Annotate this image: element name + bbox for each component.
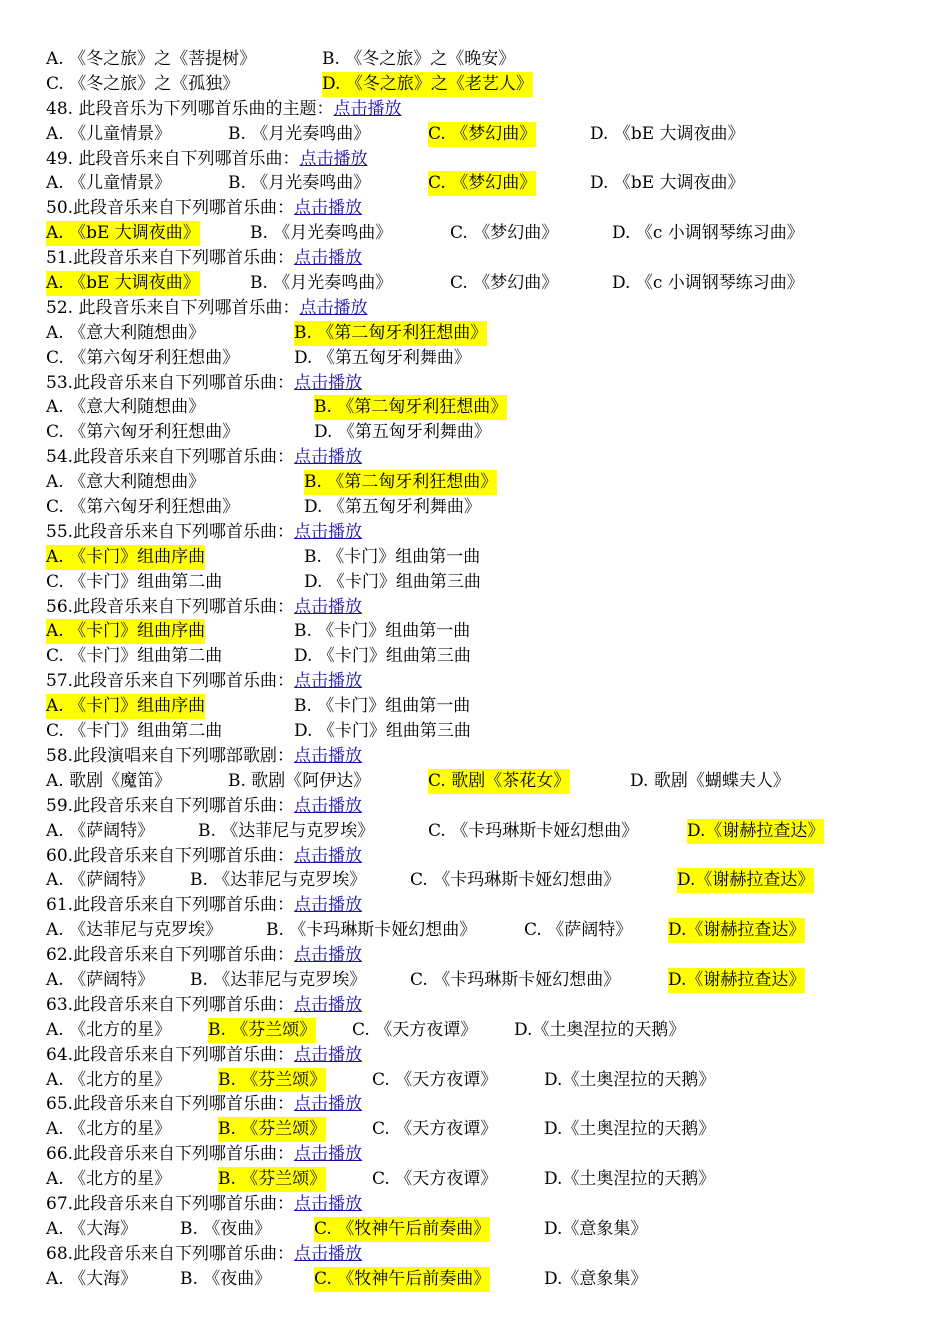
answer-option: C. 《第六匈牙利狂想曲》 <box>46 497 240 518</box>
question-stem: 59.此段音乐来自下列哪首乐曲： <box>46 795 295 816</box>
options-line <box>0 122 950 147</box>
answer-option: D.《土奥涅拉的天鹅》 <box>544 1169 716 1190</box>
question-stem: 55.此段音乐来自下列哪首乐曲： <box>46 521 295 542</box>
answer-option: A. 《北方的星》 <box>46 1069 172 1090</box>
question-line <box>0 844 950 869</box>
options-line <box>0 171 950 196</box>
play-audio-link[interactable]: 点击播放 <box>294 1044 363 1065</box>
answer-option-highlighted: D.《谢赫拉查达》 <box>668 918 805 943</box>
question-text <box>46 147 367 172</box>
question-line <box>0 1043 950 1068</box>
answer-option: D.《土奥涅拉的天鹅》 <box>514 1019 686 1040</box>
question-line <box>0 794 950 819</box>
answer-option: C. 《冬之旅》之《孤独》 <box>46 73 240 94</box>
answer-option: A. 《意大利随想曲》 <box>46 397 206 418</box>
answer-option-highlighted: D.《谢赫拉查达》 <box>687 819 824 844</box>
answer-option: C. 《卡门》组曲第二曲 <box>46 721 223 742</box>
question-line <box>0 147 950 172</box>
answer-option: C. 《天方夜谭》 <box>372 1169 498 1190</box>
question-line <box>0 1242 950 1267</box>
answer-option: A. 《大海》 <box>46 1268 138 1289</box>
options-line <box>0 868 950 893</box>
play-audio-link[interactable]: 点击播放 <box>294 1243 363 1264</box>
question-stem: 62.此段音乐来自下列哪首乐曲： <box>46 945 295 966</box>
play-audio-link[interactable]: 点击播放 <box>294 521 363 542</box>
answer-option: C. 《天方夜谭》 <box>372 1069 498 1090</box>
answer-option-highlighted: A. 《bE 大调夜曲》 <box>46 221 200 246</box>
answer-option-highlighted: C. 《牧神午后前奏曲》 <box>314 1217 490 1242</box>
options-line <box>0 321 950 346</box>
answer-option: C. 《第六匈牙利狂想曲》 <box>46 347 240 368</box>
options-line <box>0 545 950 570</box>
play-audio-link[interactable]: 点击播放 <box>299 148 368 169</box>
question-text <box>46 246 362 271</box>
answer-option-highlighted: C. 歌剧《茶花女》 <box>428 769 570 794</box>
answer-option: C. 《天方夜谭》 <box>352 1019 478 1040</box>
options-line <box>0 1018 950 1043</box>
question-line <box>0 1142 950 1167</box>
play-audio-link[interactable]: 点击播放 <box>294 248 363 269</box>
answer-option: B. 《达菲尼与克罗埃》 <box>190 969 367 990</box>
answer-option: A. 《北方的星》 <box>46 1119 172 1140</box>
options-line <box>0 1267 950 1292</box>
question-line <box>0 1192 950 1217</box>
answer-option: B. 《达菲尼与克罗埃》 <box>198 820 375 841</box>
question-text <box>46 1192 362 1217</box>
answer-option: B. 《夜曲》 <box>180 1268 272 1289</box>
question-stem: 61.此段音乐来自下列哪首乐曲： <box>46 895 295 916</box>
options-line <box>0 1167 950 1192</box>
answer-option: B. 《月光奏鸣曲》 <box>250 223 393 244</box>
question-line <box>0 196 950 221</box>
play-audio-link[interactable]: 点击播放 <box>294 1094 363 1115</box>
answer-option-highlighted: B. 《芬兰颂》 <box>218 1068 326 1093</box>
options-line <box>0 644 950 669</box>
play-audio-link[interactable]: 点击播放 <box>294 671 363 692</box>
question-text <box>46 794 362 819</box>
answer-option: C. 《梦幻曲》 <box>450 273 559 294</box>
options-line <box>0 47 950 72</box>
options-line <box>0 271 950 296</box>
question-line <box>0 371 950 396</box>
question-stem: 51.此段音乐来自下列哪首乐曲： <box>46 248 295 269</box>
question-text <box>46 296 367 321</box>
answer-option: C. 《卡门》组曲第二曲 <box>46 646 223 667</box>
answer-option: D. 《卡门》组曲第三曲 <box>304 571 481 592</box>
question-text <box>46 744 362 769</box>
options-line <box>0 221 950 246</box>
question-stem: 56.此段音乐来自下列哪首乐曲： <box>46 596 295 617</box>
answer-option: B. 《卡门》组曲第一曲 <box>304 546 481 567</box>
answer-option: D. 《c 小调钢琴练习曲》 <box>612 273 804 294</box>
answer-option: B. 歌剧《阿伊达》 <box>228 770 371 791</box>
question-line <box>0 993 950 1018</box>
question-text <box>46 1043 362 1068</box>
question-stem: 67.此段音乐来自下列哪首乐曲： <box>46 1193 295 1214</box>
answer-option: A. 《大海》 <box>46 1218 138 1239</box>
question-line <box>0 669 950 694</box>
question-stem: 66.此段音乐来自下列哪首乐曲： <box>46 1144 295 1165</box>
answer-option-highlighted: D. 《冬之旅》之《老艺人》 <box>322 72 533 97</box>
answer-option: A. 歌剧《魔笛》 <box>46 770 172 791</box>
question-line <box>0 943 950 968</box>
question-line <box>0 1092 950 1117</box>
answer-option: C. 《卡玛琳斯卡娅幻想曲》 <box>410 870 621 891</box>
answer-option: D. 《卡门》组曲第三曲 <box>294 646 471 667</box>
answer-option: D. 歌剧《蝴蝶夫人》 <box>630 770 790 791</box>
answer-option-highlighted: B. 《第二匈牙利狂想曲》 <box>294 321 487 346</box>
answer-option: D.《土奥涅拉的天鹅》 <box>544 1069 716 1090</box>
answer-option: C. 《萨阔特》 <box>524 920 633 941</box>
play-audio-link[interactable]: 点击播放 <box>294 994 363 1015</box>
answer-option-highlighted: D.《谢赫拉查达》 <box>668 968 805 993</box>
answer-option: A. 《儿童情景》 <box>46 173 172 194</box>
answer-option: C. 《天方夜谭》 <box>372 1119 498 1140</box>
question-line <box>0 595 950 620</box>
answer-option: A. 《萨阔特》 <box>46 820 155 841</box>
question-stem: 65.此段音乐来自下列哪首乐曲： <box>46 1094 295 1115</box>
answer-option: B. 《夜曲》 <box>180 1218 272 1239</box>
question-text <box>46 196 362 221</box>
question-text <box>46 520 362 545</box>
answer-option: D. 《c 小调钢琴练习曲》 <box>612 223 804 244</box>
question-line <box>0 893 950 918</box>
question-text <box>46 943 362 968</box>
question-stem: 57.此段音乐来自下列哪首乐曲： <box>46 671 295 692</box>
question-stem: 68.此段音乐来自下列哪首乐曲： <box>46 1243 295 1264</box>
options-line <box>0 694 950 719</box>
question-text <box>46 97 401 122</box>
question-text <box>46 1242 362 1267</box>
answer-option: A. 《萨阔特》 <box>46 969 155 990</box>
options-line <box>0 470 950 495</box>
options-line <box>0 819 950 844</box>
play-audio-link[interactable]: 点击播放 <box>294 447 363 468</box>
question-stem: 64.此段音乐来自下列哪首乐曲： <box>46 1044 295 1065</box>
answer-option-highlighted: B. 《第二匈牙利狂想曲》 <box>304 470 497 495</box>
answer-option-highlighted: A. 《bE 大调夜曲》 <box>46 271 200 296</box>
question-stem: 53.此段音乐来自下列哪首乐曲： <box>46 372 295 393</box>
document-page <box>0 47 950 1292</box>
question-stem: 49. 此段音乐来自下列哪首乐曲： <box>46 148 300 169</box>
play-audio-link[interactable]: 点击播放 <box>294 845 363 866</box>
question-text <box>46 669 362 694</box>
question-line <box>0 744 950 769</box>
question-text <box>46 1142 362 1167</box>
answer-option: D. 《bE 大调夜曲》 <box>590 173 745 194</box>
play-audio-link[interactable]: 点击播放 <box>333 98 402 119</box>
answer-option: B. 《月光奏鸣曲》 <box>250 273 393 294</box>
options-line <box>0 395 950 420</box>
question-stem: 54.此段音乐来自下列哪首乐曲： <box>46 447 295 468</box>
answer-option: A. 《意大利随想曲》 <box>46 472 206 493</box>
answer-option-highlighted: D.《谢赫拉查达》 <box>677 868 814 893</box>
answer-option: C. 《卡玛琳斯卡娅幻想曲》 <box>410 969 621 990</box>
answer-option-highlighted: A. 《卡门》组曲序曲 <box>46 694 205 719</box>
options-line <box>0 918 950 943</box>
answer-option: A. 《萨阔特》 <box>46 870 155 891</box>
options-line <box>0 72 950 97</box>
answer-option: B. 《月光奏鸣曲》 <box>228 123 371 144</box>
play-audio-link[interactable]: 点击播放 <box>294 895 363 916</box>
answer-option: D.《意象集》 <box>544 1218 648 1239</box>
answer-option: A. 《儿童情景》 <box>46 123 172 144</box>
play-audio-link[interactable]: 点击播放 <box>294 372 363 393</box>
question-line <box>0 296 950 321</box>
answer-option: D.《意象集》 <box>544 1268 648 1289</box>
answer-option-highlighted: B. 《芬兰颂》 <box>208 1018 316 1043</box>
play-audio-link[interactable]: 点击播放 <box>294 1144 363 1165</box>
answer-option: B. 《卡玛琳斯卡娅幻想曲》 <box>266 920 477 941</box>
answer-option: B. 《冬之旅》之《晚安》 <box>322 49 516 69</box>
question-stem: 50.此段音乐来自下列哪首乐曲： <box>46 198 295 219</box>
answer-option-highlighted: B. 《芬兰颂》 <box>218 1167 326 1192</box>
options-line <box>0 1217 950 1242</box>
question-text <box>46 993 362 1018</box>
answer-option-highlighted: C. 《牧神午后前奏曲》 <box>314 1267 490 1292</box>
options-line <box>0 619 950 644</box>
options-line <box>0 1068 950 1093</box>
answer-option: D. 《第五匈牙利舞曲》 <box>294 347 471 368</box>
answer-option: D. 《bE 大调夜曲》 <box>590 123 745 144</box>
question-line <box>0 445 950 470</box>
question-text <box>46 893 362 918</box>
question-text <box>46 844 362 869</box>
answer-option-highlighted: A. 《卡门》组曲序曲 <box>46 619 205 644</box>
question-line <box>0 520 950 545</box>
question-stem: 58.此段演唱来自下列哪部歌剧： <box>46 745 295 766</box>
answer-option-highlighted: B. 《芬兰颂》 <box>218 1117 326 1142</box>
question-text <box>46 1092 362 1117</box>
answer-option-highlighted: C. 《梦幻曲》 <box>428 122 536 147</box>
answer-option: C. 《卡门》组曲第二曲 <box>46 571 223 592</box>
question-line <box>0 97 950 122</box>
question-text <box>46 595 362 620</box>
question-stem: 52. 此段音乐来自下列哪首乐曲： <box>46 297 300 318</box>
answer-option: C. 《梦幻曲》 <box>450 223 559 244</box>
play-audio-link[interactable]: 点击播放 <box>299 297 368 318</box>
answer-option-highlighted: B. 《第二匈牙利狂想曲》 <box>314 395 507 420</box>
options-line <box>0 495 950 520</box>
answer-option: A. 《达菲尼与克罗埃》 <box>46 920 223 941</box>
answer-option: B. 《卡门》组曲第一曲 <box>294 696 471 717</box>
play-audio-link[interactable]: 点击播放 <box>294 596 363 617</box>
play-audio-link[interactable]: 点击播放 <box>294 198 363 219</box>
answer-option: B. 《达菲尼与克罗埃》 <box>190 870 367 891</box>
answer-option: B. 《月光奏鸣曲》 <box>228 173 371 194</box>
play-audio-link[interactable]: 点击播放 <box>294 1193 363 1214</box>
options-line <box>0 570 950 595</box>
answer-option: D.《土奥涅拉的天鹅》 <box>544 1119 716 1140</box>
question-stem: 63.此段音乐来自下列哪首乐曲： <box>46 994 295 1015</box>
play-audio-link[interactable]: 点击播放 <box>294 795 363 816</box>
answer-option: A. 《意大利随想曲》 <box>46 322 206 343</box>
answer-option: D. 《第五匈牙利舞曲》 <box>304 497 481 518</box>
options-line <box>0 769 950 794</box>
options-line <box>0 420 950 445</box>
answer-option: C. 《卡玛琳斯卡娅幻想曲》 <box>428 820 639 841</box>
answer-option: A. 《北方的星》 <box>46 1019 172 1040</box>
answer-option: D. 《卡门》组曲第三曲 <box>294 721 471 742</box>
answer-option: B. 《卡门》组曲第一曲 <box>294 621 471 642</box>
answer-option-highlighted: C. 《梦幻曲》 <box>428 171 536 196</box>
answer-option: C. 《第六匈牙利狂想曲》 <box>46 422 240 443</box>
question-stem: 48. 此段音乐为下列哪首乐曲的主题： <box>46 98 334 119</box>
answer-option: A. 《冬之旅》之《菩提树》 <box>46 49 257 69</box>
question-line <box>0 246 950 271</box>
answer-option: A. 《北方的星》 <box>46 1169 172 1190</box>
question-text <box>46 371 362 396</box>
options-line <box>0 1117 950 1142</box>
play-audio-link[interactable]: 点击播放 <box>294 745 363 766</box>
play-audio-link[interactable]: 点击播放 <box>294 945 363 966</box>
options-line <box>0 719 950 744</box>
answer-option-highlighted: A. 《卡门》组曲序曲 <box>46 545 205 570</box>
options-line <box>0 968 950 993</box>
question-text <box>46 445 362 470</box>
answer-option: D. 《第五匈牙利舞曲》 <box>314 422 491 443</box>
options-line <box>0 346 950 371</box>
question-stem: 60.此段音乐来自下列哪首乐曲： <box>46 845 295 866</box>
